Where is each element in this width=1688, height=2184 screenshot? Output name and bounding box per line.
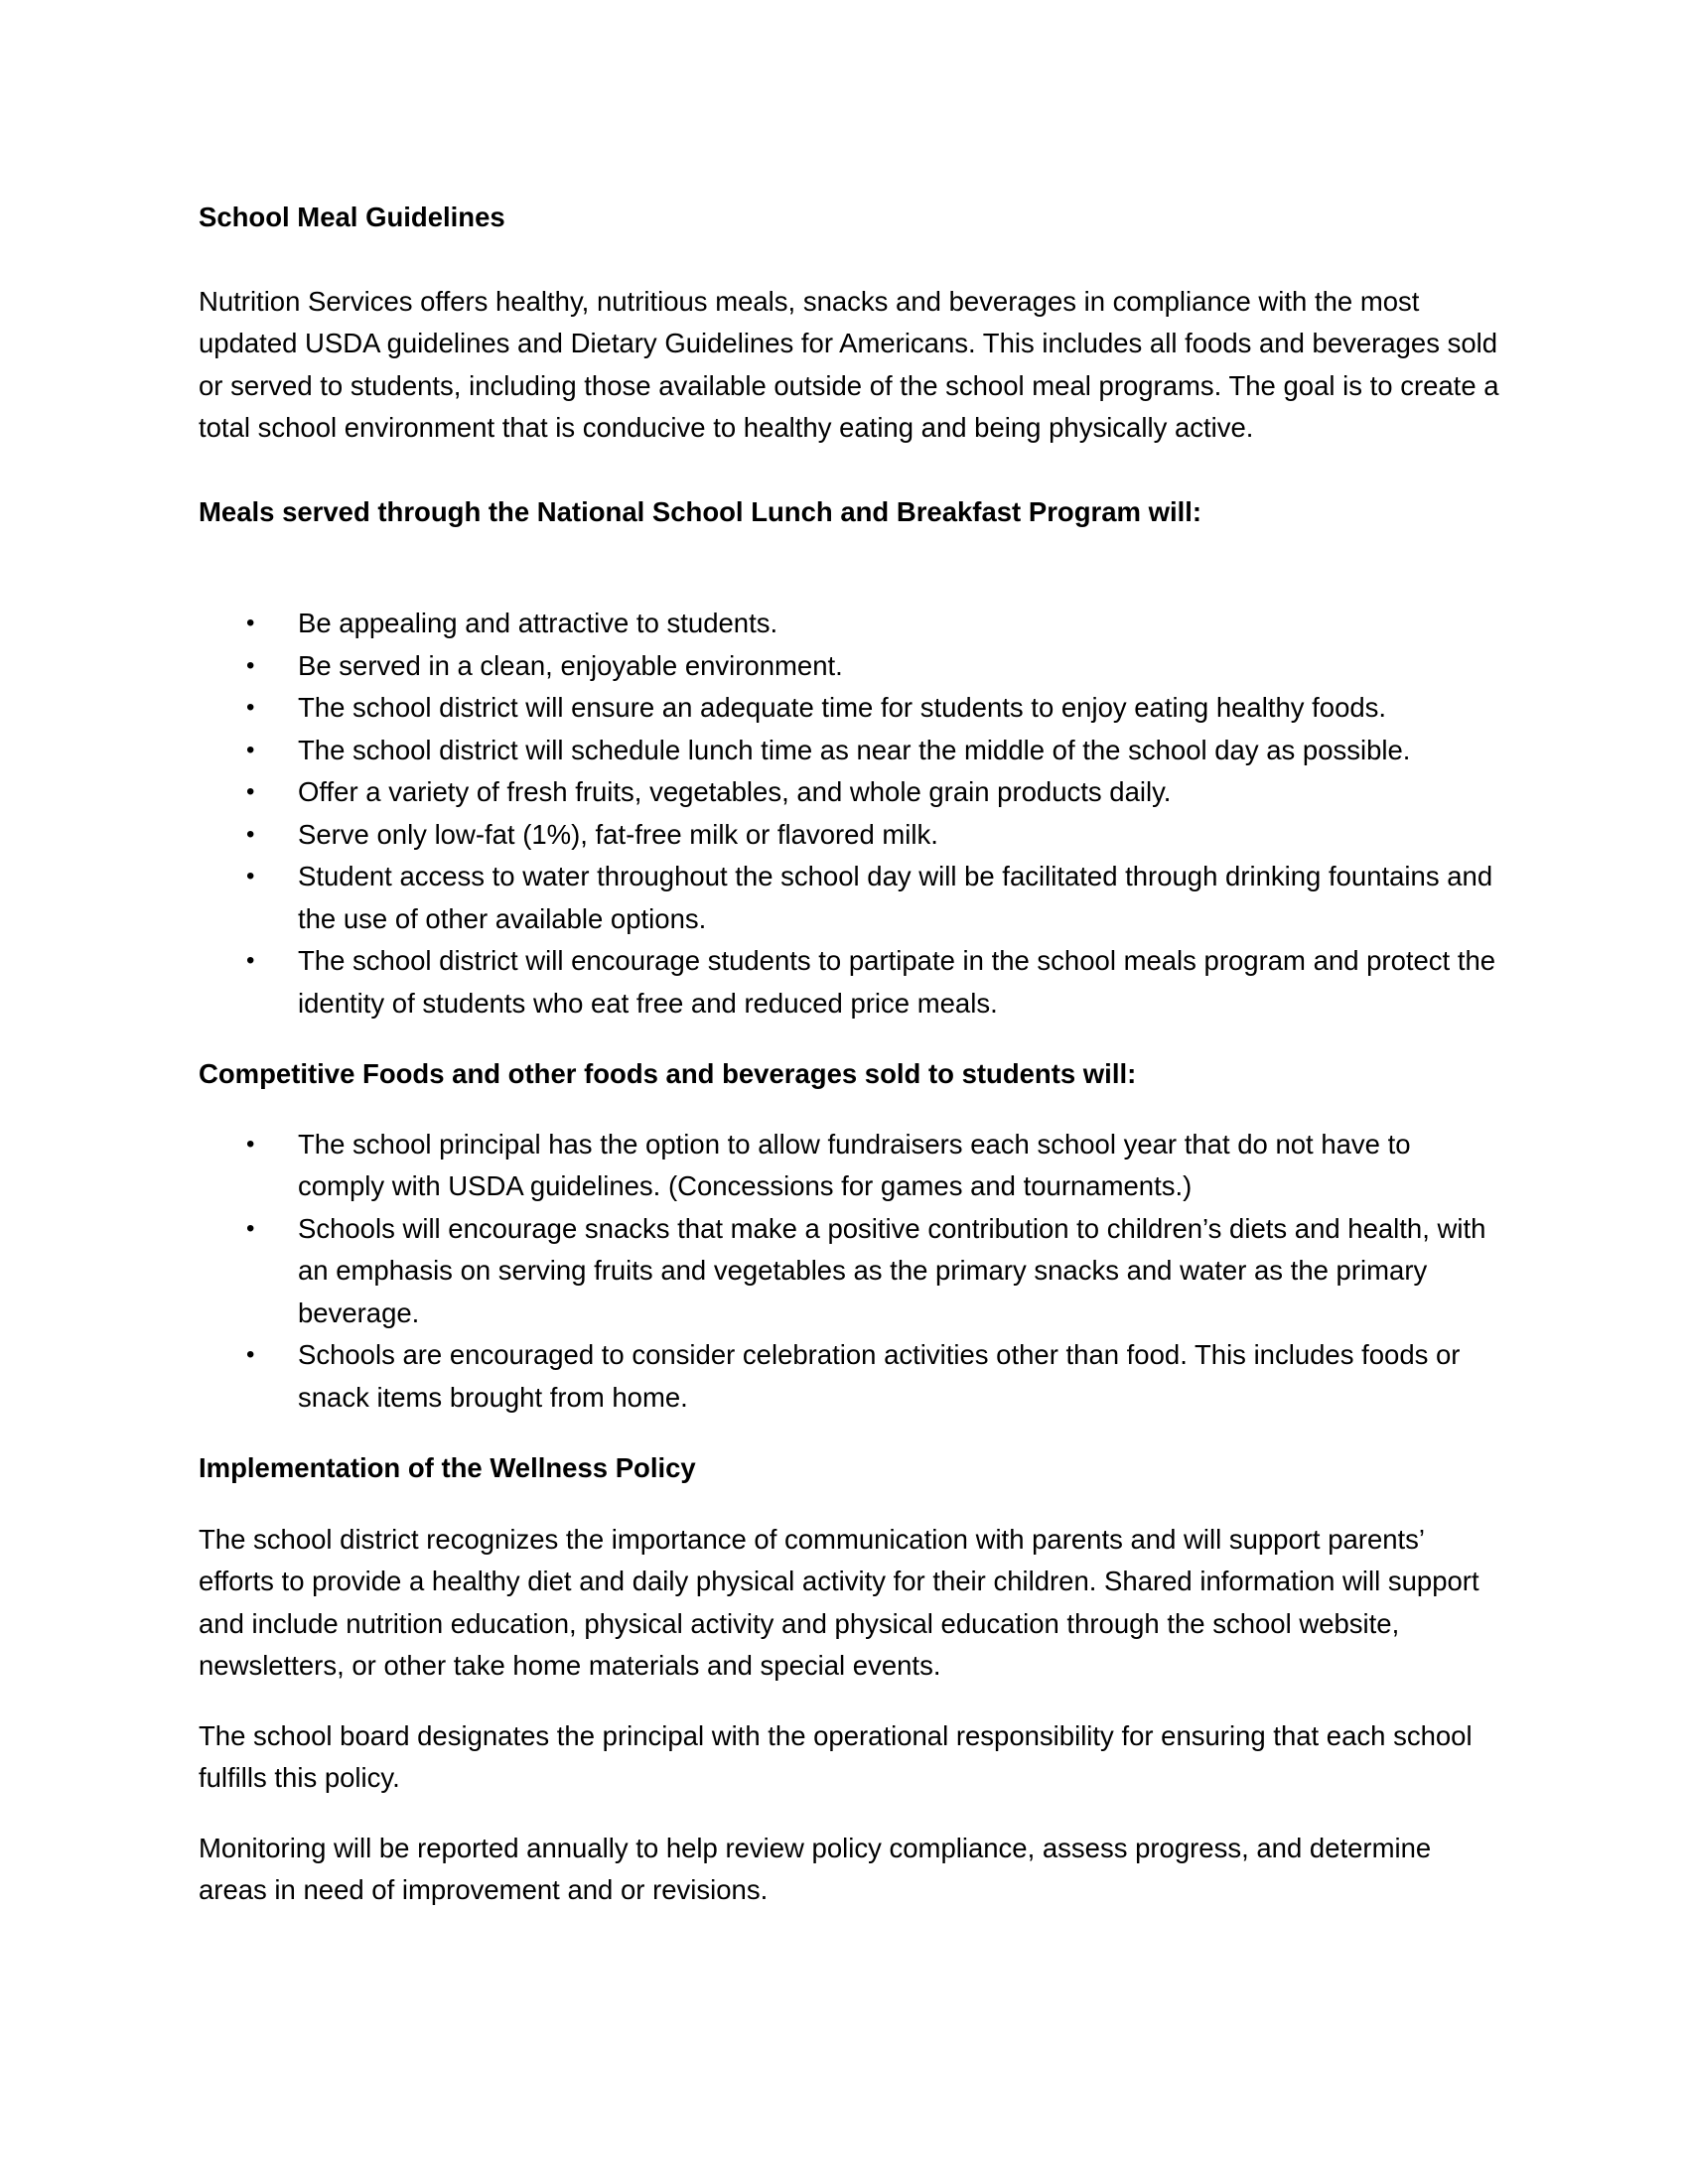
list-item xyxy=(199,1124,1499,1208)
meals-list xyxy=(199,603,1499,1024)
list-item-text: The school district will schedule lunch time as near the middle of the school day as possible. xyxy=(298,734,1411,765)
list-item-text: Offer a variety of fresh fruits, vegetables, and whole grain products daily. xyxy=(298,776,1172,807)
list-item xyxy=(199,1208,1499,1335)
list-item xyxy=(199,687,1499,730)
list-item xyxy=(199,940,1499,1024)
implementation-paragraph: The school board designates the principal with the operational responsibility for ensuring that each school fulfills this policy. xyxy=(199,1719,1473,1793)
list-item xyxy=(199,730,1499,772)
competitive-foods-list xyxy=(199,1124,1499,1420)
bullet-icon: • xyxy=(246,820,255,848)
list-item-text: Schools will encourage snacks that make a positive contribution to children’s diets and health, with an emphasis on serving fruits and vegetables as the primary snacks and water as the primary beverage. xyxy=(298,1212,1486,1328)
list-item xyxy=(199,603,1499,645)
bullet-icon: • xyxy=(246,1130,255,1158)
implementation-heading: Implementation of the Wellness Policy xyxy=(199,1452,696,1483)
list-item-text: Student access to water throughout the school day will be facilitated through drinking fountains and the use of other available options. xyxy=(298,861,1493,934)
list-item xyxy=(199,771,1499,814)
list-item xyxy=(199,1334,1499,1419)
implementation-paragraph: The school district recognizes the importance of communication with parents and will support parents’ efforts to provide a healthy diet and daily physical activity for their children. Shared information will support and include nutrition education, physical activity and physical education through the school website, newsletters, or other take home materials and special events. xyxy=(199,1523,1479,1681)
list-item xyxy=(199,645,1499,688)
list-item-text: Schools are encouraged to consider celebration activities other than food. This includes foods or snack items brought from home. xyxy=(298,1339,1461,1413)
bullet-icon: • xyxy=(246,863,255,889)
bullet-icon: • xyxy=(246,651,255,679)
list-item xyxy=(199,856,1499,940)
meals-heading: Meals served through the National School Lunch and Breakfast Program will: xyxy=(199,495,1202,527)
list-item-text: The school principal has the option to allow fundraisers each school year that do not have to comply with USDA guidelines. (Concessions for games and tournaments.) xyxy=(298,1128,1411,1201)
bullet-icon: • xyxy=(246,947,255,974)
document-title: School Meal Guidelines xyxy=(199,202,505,232)
bullet-icon: • xyxy=(246,778,255,805)
implementation-paragraph: Monitoring will be reported annually to help review policy compliance, assess progress, and determine areas in need of improvement and or revisions. xyxy=(199,1832,1432,1905)
bullet-icon: • xyxy=(246,610,255,636)
competitive-foods-heading: Competitive Foods and other foods and beverages sold to students will: xyxy=(199,1058,1137,1089)
list-item-text: Be served in a clean, enjoyable environment. xyxy=(298,649,843,681)
list-item-text: The school district will encourage students to partipate in the school meals program and protect the identity of students who eat free and reduced price meals. xyxy=(298,945,1496,1019)
bullet-icon: • xyxy=(246,1341,255,1368)
list-item xyxy=(199,814,1499,857)
list-item-text: Be appealing and attractive to students. xyxy=(298,608,778,638)
list-item-text: The school district will ensure an adequate time for students to enjoy eating healthy foods. xyxy=(298,692,1387,723)
bullet-icon: • xyxy=(246,694,255,721)
document-page xyxy=(199,197,1499,1912)
bullet-icon: • xyxy=(246,736,255,763)
intro-paragraph: Nutrition Services offers healthy, nutritious meals, snacks and beverages in compliance with the most updated USDA guidelines and Dietary Guidelines for Americans. This includes all foods and beverages sold or served to students, including those available outside of the school meal programs. The goal is to create a total school environment that is conducive to healthy eating and being physically active. xyxy=(199,285,1499,443)
list-item-text: Serve only low-fat (1%), fat-free milk or flavored milk. xyxy=(298,818,938,850)
bullet-icon: • xyxy=(246,1214,255,1242)
